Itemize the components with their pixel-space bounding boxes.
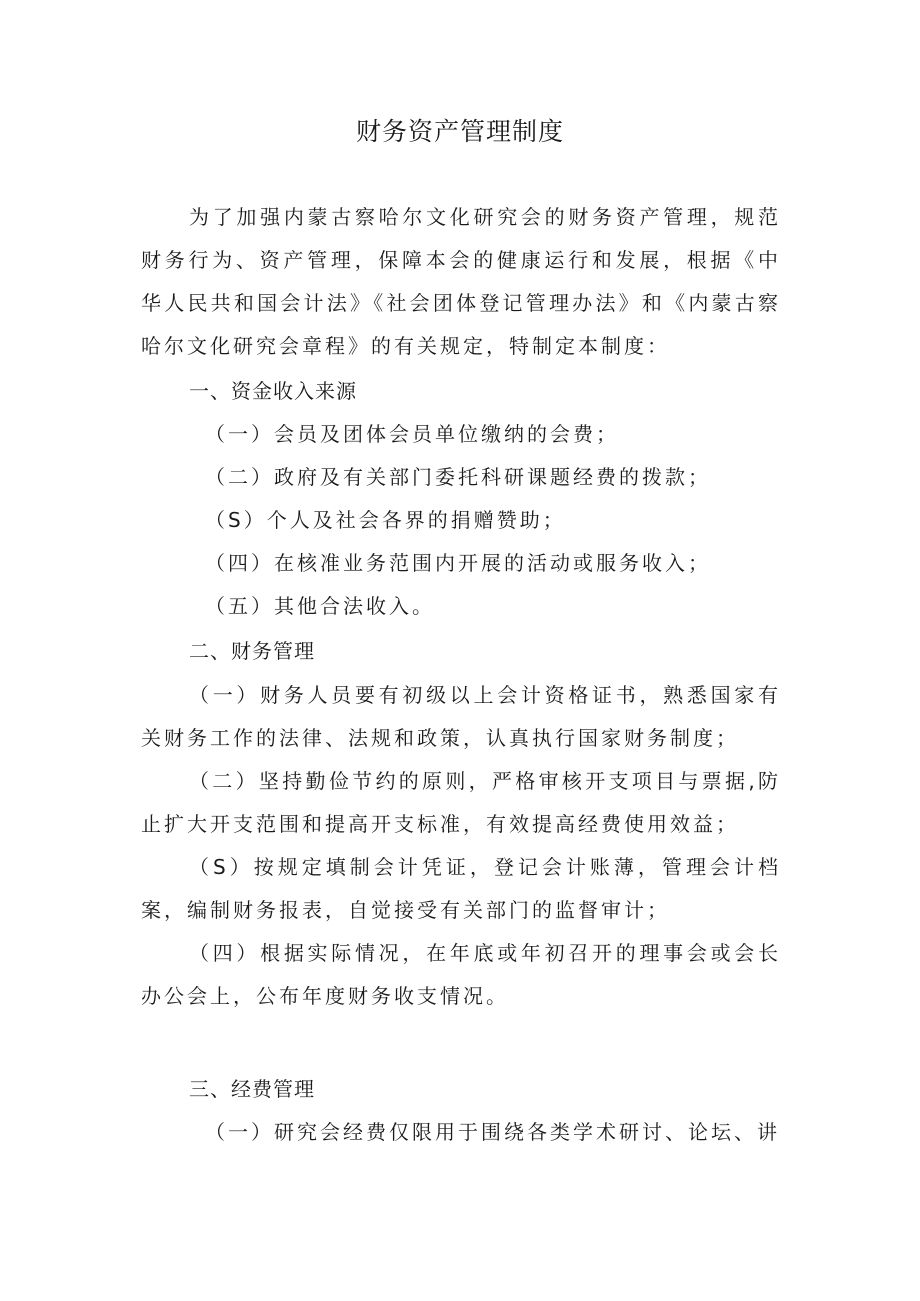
section1-item: （五）其他合法收入。 — [205, 594, 435, 618]
document-title: 财务资产管理制度 — [355, 117, 564, 146]
section1-heading: 一、资金收入来源 — [189, 379, 357, 403]
section1-item: （四）在核准业务范围内开展的活动或服务收入； — [205, 551, 711, 575]
section3-paragraph: （一）研究会经费仅限用于围绕各类学术研讨、论坛、讲 — [205, 1120, 780, 1144]
section2-paragraph: （S）按规定填制会计凭证，登记会计账薄，管理会计档案，编制财务报表，自觉接受有关部门的监督审计； — [141, 855, 781, 922]
section1-item: （二）政府及有关部门委托科研课题经费的拨款； — [205, 465, 711, 489]
intro-paragraph: 为了加强内蒙古察哈尔文化研究会的财务资产管理，规范财务行为、资产管理，保障本会的健康运行和发展，根据《中华人民共和国会计法》《社会团体登记管理办法》和《内蒙古察哈尔文化研究会章程》的有关规定，特制定本制度： — [141, 205, 781, 358]
section1-item: （S）个人及社会各界的捐赠赞助； — [205, 508, 566, 532]
section2-paragraph: （一）财务人员要有初级以上会计资格证书，熟悉国家有关财务工作的法律、法规和政策，认真执行国家财务制度； — [141, 683, 781, 750]
section2-paragraph: （二）坚持勤俭节约的原则，严格审核开支项目与票据,防止扩大开支范围和提高开支标准，有效提高经费使用效益； — [141, 769, 781, 836]
section2-heading: 二、财务管理 — [189, 639, 315, 663]
section3-heading: 三、经费管理 — [189, 1077, 315, 1101]
section1-item: （一）会员及团体会员单位缴纳的会费； — [205, 422, 619, 446]
section2-paragraph: （四）根据实际情况，在年底或年初召开的理事会或会长办公会上，公布年度财务收支情况。 — [141, 941, 781, 1008]
